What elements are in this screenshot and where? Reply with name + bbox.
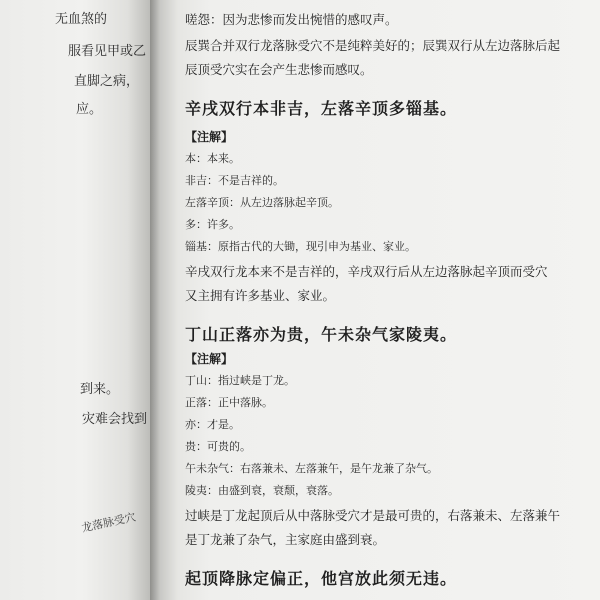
left-page-fragment: 直脚之病，	[74, 74, 140, 89]
gloss-line: 多：许多。	[185, 218, 240, 231]
gloss-line: 贵：可贵的。	[185, 440, 251, 453]
verse-heading: 起顶降脉定偏正，他宫放此须无违。	[185, 569, 458, 588]
gloss-line: 非吉：不是吉祥的。	[185, 174, 284, 187]
text-line: 是丁龙兼了杂气，主家庭由盛到衰。	[185, 532, 386, 547]
left-page-fragment: 应。	[76, 102, 103, 117]
text-line: 过峡是丁龙起顶后从中落脉受穴才是最可贵的，右落兼未、左落兼午	[185, 508, 561, 523]
verse-heading: 辛戌双行本非吉，左落辛顶多锱基。	[185, 99, 458, 118]
gloss-line: 午未杂气：右落兼未、左落兼午，是午龙兼了杂气。	[185, 462, 438, 475]
right-page	[150, 0, 600, 600]
left-page	[0, 0, 150, 600]
gloss-line: 丁山：指过峡是丁龙。	[185, 374, 295, 387]
text-line: 辰顶受穴实在会产生悲惨而感叹。	[185, 62, 373, 77]
left-page-fragment: 灾难会找到	[82, 412, 148, 427]
gloss-line: 锱基：原指古代的大锄，现引申为基业、家业。	[185, 240, 416, 253]
left-page-fragment: 无血煞的	[55, 12, 108, 27]
gloss-line: 亦：才是。	[185, 418, 240, 431]
text-line: 辛戌双行龙本来不是吉祥的，辛戌双行后从左边落脉起辛顶而受穴	[185, 264, 548, 279]
annotation-label: 【注解】	[185, 130, 234, 144]
text-line: 又主拥有许多基业、家业。	[185, 288, 336, 303]
annotation-label: 【注解】	[185, 352, 234, 366]
text-line: 嗟怨：因为悲惨而发出惋惜的感叹声。	[185, 12, 398, 27]
gloss-line: 本：本来。	[185, 152, 240, 165]
text-line: 辰巽合并双行龙落脉受穴不是纯粹美好的；辰巽双行从左边落脉后起	[185, 38, 561, 53]
left-page-fragment: 龙落脉受穴	[80, 510, 137, 535]
gloss-line: 陵夷：由盛到衰，衰颓，衰落。	[185, 484, 339, 497]
verse-heading: 丁山正落亦为贵，午未杂气家陵夷。	[185, 325, 458, 344]
gloss-line: 左落辛顶：从左边落脉起辛顶。	[185, 196, 339, 209]
left-page-fragment: 到来。	[80, 382, 120, 397]
gloss-line: 正落：正中落脉。	[185, 396, 273, 409]
left-page-fragment: 服看见甲或乙	[68, 44, 147, 59]
